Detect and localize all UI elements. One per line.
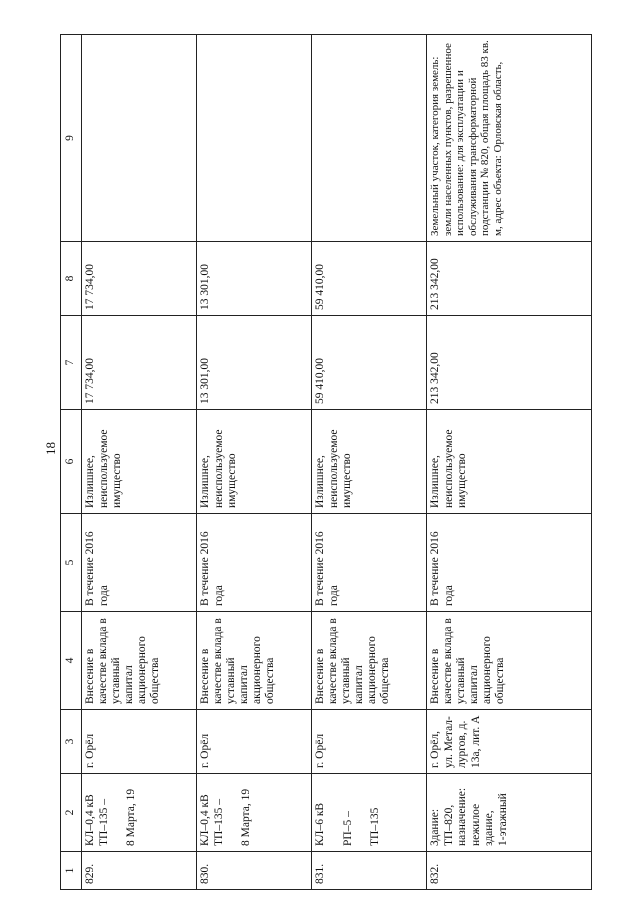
name-line: КЛ–6 кВ <box>314 802 326 846</box>
column-header: 2 <box>61 774 82 852</box>
row-number: 832. <box>427 852 592 890</box>
value-column-7: 59 410,00 <box>312 316 427 410</box>
value-column-7: 17 734,00 <box>82 316 197 410</box>
name-line: Здание: <box>429 808 441 846</box>
row-number: 829. <box>82 852 197 890</box>
value-column-8: 17 734,00 <box>82 242 197 316</box>
name-line: 1-этажный <box>496 793 509 846</box>
name-line: нежилое <box>469 803 482 846</box>
table-row <box>312 35 427 890</box>
column-number-row <box>61 35 82 890</box>
value-column-7: 13 301,00 <box>197 316 312 410</box>
value-column-8: 13 301,00 <box>197 242 312 316</box>
privatization-method: Внесение в качестве вклада в уставный капитал акционерного общества <box>197 612 312 710</box>
name-line: КЛ–0,4 кВ <box>84 794 96 846</box>
name-line: назначение: <box>456 787 468 846</box>
privatization-basis: Излишнее, неиспользуемое имущество <box>312 410 427 514</box>
object-address: г. Орёл <box>197 710 312 774</box>
object-address: г. Орёл <box>82 710 197 774</box>
privatization-term: В течение 2016 года <box>82 514 197 612</box>
privatization-method: Внесение в качестве вклада в уставный капитал акционерного общества <box>312 612 427 710</box>
name-line <box>226 779 240 846</box>
column-header: 8 <box>61 242 82 316</box>
name-line: 8 Марта, 19 <box>240 788 252 846</box>
column-header: 9 <box>61 35 82 242</box>
privatization-basis: Излишнее, неиспользуемое имущество <box>197 410 312 514</box>
object-name <box>197 774 312 852</box>
column-header: 3 <box>61 710 82 774</box>
row-number: 830. <box>197 852 312 890</box>
name-line: РП–5 – <box>341 811 354 846</box>
row-number: 831. <box>312 852 427 890</box>
table-row <box>427 35 592 890</box>
privatization-term: В течение 2016 года <box>427 514 592 612</box>
column-header: 4 <box>61 612 82 710</box>
object-name <box>82 774 197 852</box>
object-address: г. Орёл, ул. Метал-лургов, д. 13а, лит. А <box>427 710 592 774</box>
privatization-basis: Излишнее, неиспользуемое имущество <box>427 410 592 514</box>
privatization-method: Внесение в качестве вклада в уставный капитал акционерного общества <box>427 612 592 710</box>
name-line <box>328 779 342 846</box>
rotated-table-page <box>60 35 590 890</box>
privatization-method: Внесение в качестве вклада в уставный капитал акционерного общества <box>82 612 197 710</box>
object-name <box>427 774 592 852</box>
name-line: ТП–135 <box>369 807 381 846</box>
name-line: здание, <box>483 810 495 846</box>
note: Земельный участок, категория земель: земли населенных пунктов, разрешенное использование: для эксплуатации и обслуживания трансформаторной подстанции № 820, общая площадь 83 кв. м, адрес объекта: Орловская область, <box>427 35 592 242</box>
name-line: ТП–135 – <box>212 799 225 846</box>
name-line <box>111 779 125 846</box>
property-table <box>60 34 592 890</box>
privatization-basis: Излишнее, неиспользуемое имущество <box>82 410 197 514</box>
note <box>312 35 427 242</box>
page-number: 18 <box>43 442 58 455</box>
column-header: 1 <box>61 852 82 890</box>
value-column-8: 213 342,00 <box>427 242 592 316</box>
table-row <box>197 35 312 890</box>
privatization-term: В течение 2016 года <box>312 514 427 612</box>
name-line: ТП–820, <box>442 804 455 846</box>
note <box>82 35 197 242</box>
note <box>197 35 312 242</box>
name-line: 8 Марта, 19 <box>125 788 137 846</box>
column-header: 7 <box>61 316 82 410</box>
privatization-term: В течение 2016 года <box>197 514 312 612</box>
object-address: г. Орёл <box>312 710 427 774</box>
value-column-8: 59 410,00 <box>312 242 427 316</box>
object-name <box>312 774 427 852</box>
table-row <box>82 35 197 890</box>
name-line: ТП–135 – <box>97 799 110 846</box>
name-line: КЛ–0,4 кВ <box>199 794 211 846</box>
value-column-7: 213 342,00 <box>427 316 592 410</box>
column-header: 5 <box>61 514 82 612</box>
column-header: 6 <box>61 410 82 514</box>
name-line <box>355 779 369 846</box>
